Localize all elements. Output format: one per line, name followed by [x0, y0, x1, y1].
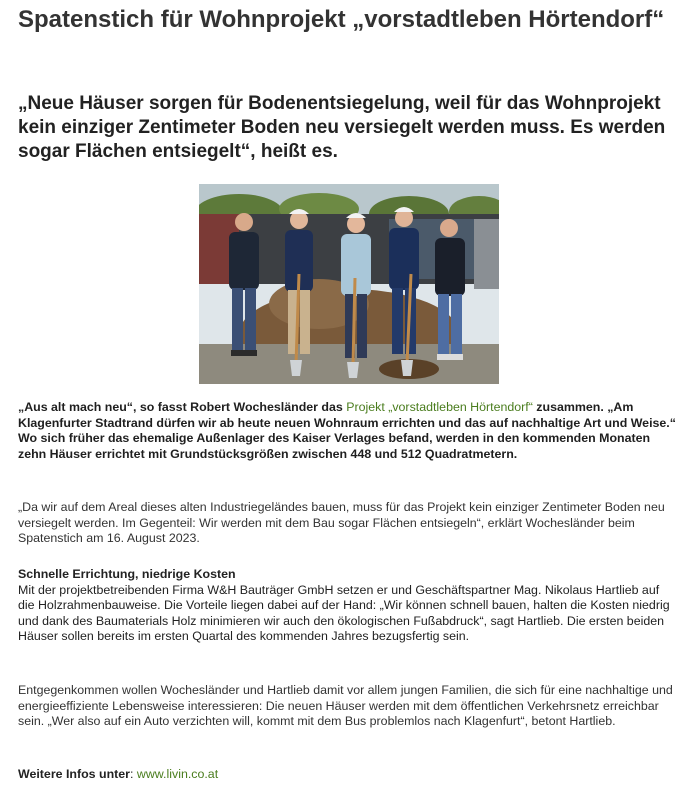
lead-text-end: zusammen. „Am Klagenfurter Stadtrand dürfen wir ab heute neuen Wohnraum errichten und das auf nachhaltige Art und Weise.“ Wo sich früher das ehemalige Außenlager des Kaiser Verlages befand, werden in den kommenden Monaten zehn Häuser errichtet mit Grundstücksgrößen zwischen 448 und 512 Quadratmetern. — [18, 400, 676, 461]
article-title: Spatenstich für Wohnprojekt „vorstadtleben Hörtendorf“ — [18, 6, 665, 33]
body-paragraph-3: Entgegenkommen wollen Wocheslӓnder und Hartlieb damit vor allem jungen Familien, die sich für eine nachhaltige und energieeffiziente Lebensweise interessieren: Die neuen Häuser werden mit dem öffentlichen Verkehrsnetz erreichbar sein. „Wer also auf ein Auto verzichten will, kommt mit dem Bus problemlos nach Klagenfurt“, betont Hartlieb. — [18, 683, 673, 728]
article-subtitle: „Neue Häuser sorgen für Bodenentsiegelung, weil für das Wohnprojekt kein einziger Zentimeter Boden neu versiegelt werden muss. Es werden sogar Flächen entsiegelt“, heißt es. — [18, 93, 666, 162]
lead-text-start: „Aus alt mach neu“, so fasst Robert Wocheslӓnder das — [18, 400, 347, 414]
lead-paragraph — [18, 400, 678, 462]
project-link[interactable]: Projekt „vorstadtleben Hörtendorf“ — [346, 400, 533, 414]
body-paragraph-2: Mit der projektbetreibenden Firma W&H Bauträger GmbH setzen er und Geschäftspartner Mag. Nikolaus Hartlieb auf die Holzrahmenbauweise. Die Vorteile liegen dabei auf der Hand: „Wir können schnell bauen, halten die Kosten niedrig und dank des Baumaterials Holz minimieren wir auch den ökologischen Fußabdruck“, sagt Hartlieb. Die ersten beiden Häuser sollen bereits im ersten Quartal des kommenden Jahres bezugsfertig sein. — [18, 582, 670, 643]
more-info — [18, 767, 678, 783]
more-info-label: Weitere Infos unter — [18, 767, 130, 781]
website-link[interactable]: www.livin.co.at — [136, 767, 219, 781]
more-info-separator: : — [130, 767, 137, 781]
section-block — [18, 567, 678, 645]
section-heading: Schnelle Errichtung, niedrige Kosten — [18, 567, 236, 581]
groundbreaking-photo — [199, 184, 499, 384]
body-paragraph-1: „Da wir auf dem Areal dieses alten Industriegelӓndes bauen, muss für das Projekt kein einziger Zentimeter Boden neu versiegelt werden. Im Gegenteil: Wir werden mit dem Bau sogar Flächen entsiegeln“, erklärt Wocheslӓnder beim Spatenstich am 16. August 2023. — [18, 500, 665, 545]
